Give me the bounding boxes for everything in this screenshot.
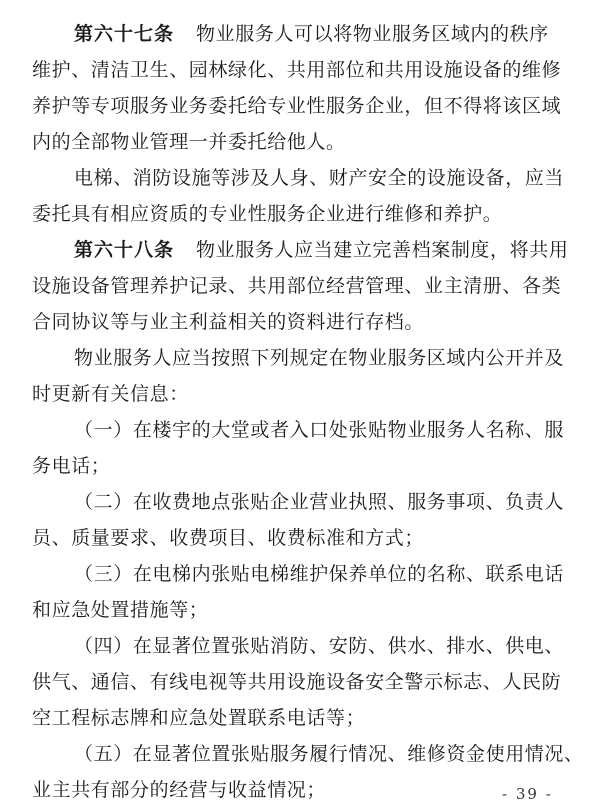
article-67-title: 第六十七条 [74,23,175,45]
article-68-title: 第六十八条 [74,239,175,261]
article-67-text: 物业服务人可以将物业服务区域内的秩序 [196,23,549,45]
list-item-4-line-3: 空工程标志牌和应急处置联系电话等； [32,707,366,729]
article-68-line-3: 合同协议等与业主利益相关的资料进行存档。 [32,311,425,333]
list-item-2-line-2: 员、质量要求、收费项目、收费标准和方式； [32,527,425,549]
list-item-1-line-1: （一）在楼宇的大堂或者入口处张贴物业服务人名称、服 [74,419,565,441]
article-67-para-2-line-2: 委托具有相应资质的专业性服务企业进行维修和养护。 [32,203,503,225]
list-item-3-line-2: 和应急处置措施等； [32,599,209,621]
article-68-line-1 [74,232,599,268]
article-67-line-3: 养护等专项服务业务委托给专业性服务企业，但不得将该区域 [32,95,562,117]
article-68-text: 物业服务人应当建立完善档案制度，将共用 [196,239,569,261]
article-67-line-1 [74,16,599,52]
list-item-2-line-1: （二）在收费地点张贴企业营业执照、服务事项、负责人 [74,491,565,513]
article-67-line-4: 内的全部物业管理一并委托给他人。 [32,131,346,153]
article-67-para-2-line-1: 电梯、消防设施等涉及人身、财产安全的设施设备，应当 [74,167,565,189]
list-item-4-line-1: （四）在显著位置张贴消防、安防、供水、排水、供电、 [74,635,565,657]
list-item-4-line-2: 供气、通信、有线电视等共用设施设备安全警示标志、人民防 [32,671,562,693]
list-item-3-line-1: （三）在电梯内张贴电梯维护保养单位的名称、联系电话 [74,563,565,585]
list-item-5-line-1: （五）在显著位置张贴服务履行情况、维修资金使用情况、 [74,743,584,765]
page-number: - 39 - [502,785,553,803]
article-67-line-2: 维护、清洁卫生、园林绿化、共用部位和共用设施设备的维修 [32,59,562,81]
article-68-para-2-line-2: 时更新有关信息： [32,383,189,405]
list-item-1-line-2: 务电话； [32,455,111,477]
article-68-para-2-line-1: 物业服务人应当按照下列规定在物业服务区域内公开并及 [74,347,565,369]
article-68-line-2: 设施设备管理养护记录、共用部位经营管理、业主清册、各类 [32,275,562,297]
list-item-5-line-2: 业主共有部分的经营与收益情况； [32,779,327,801]
